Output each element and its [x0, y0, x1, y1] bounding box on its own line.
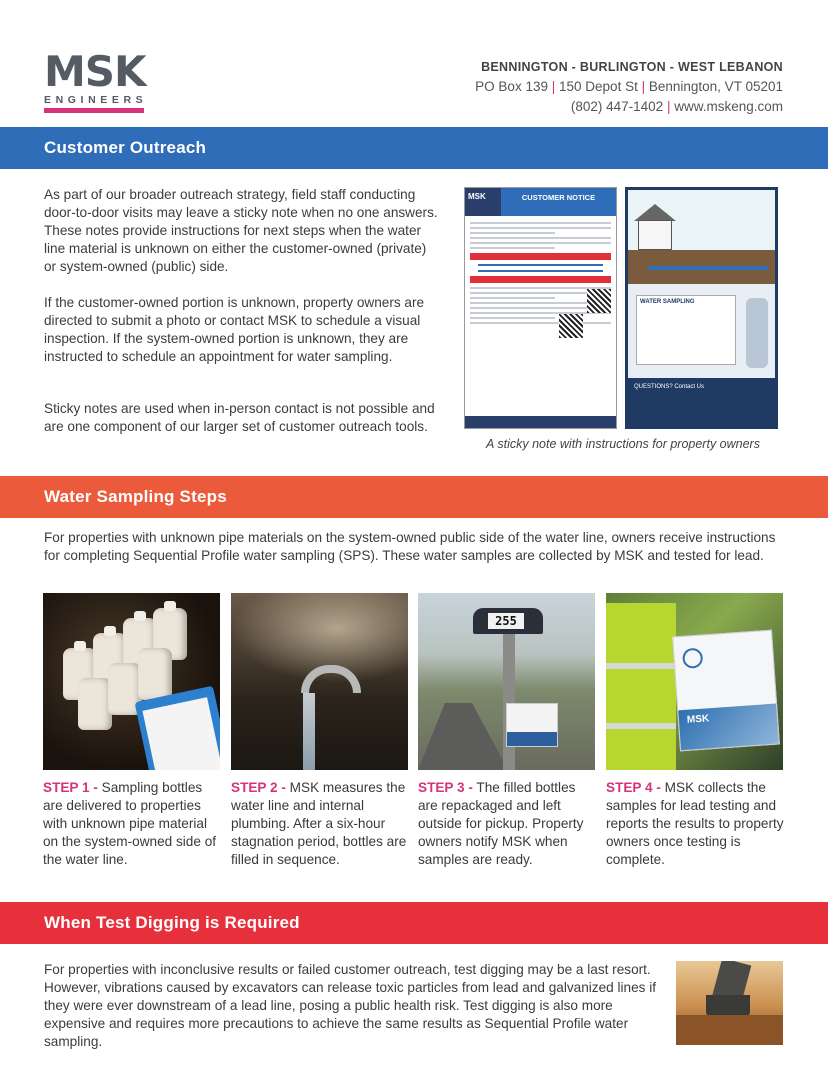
mailbox-number: 255 [488, 613, 524, 629]
sample-box-icon [506, 703, 558, 747]
street-address: 150 Depot St [559, 79, 638, 94]
phone-number: (802) 447-1402 [570, 99, 664, 114]
step-text: MSK collects the samples for lead testing and reports the results to property owners once testing is complete. [606, 780, 784, 867]
photo-excavator [676, 961, 783, 1045]
customer-notice-image [464, 187, 617, 429]
msk-logo [44, 47, 148, 110]
section-title-customer-outreach: Customer Outreach [0, 127, 828, 169]
logo-subtext: ENGINEERS [44, 94, 148, 106]
po-box: PO Box 139 [475, 79, 548, 94]
qr-code-icon [559, 314, 583, 338]
water-pipe-icon [648, 266, 768, 270]
step-text: Sampling bottles are delivered to properties with unknown pipe material on the system-owned side of the water line. [43, 780, 217, 867]
logo-accent-bar [44, 108, 144, 113]
digging-paragraph: For properties with inconclusive results or failed customer outreach, test digging may be a last resort. However, vibrations caused by excavators can release toxic particles from lead and galvanized lines if they were ever downstream of a lead line, posing a public health risk. Test digging is also more expensive and requires more precautions to achieve the same results as Sequential Profile water sampling. [44, 962, 657, 1049]
qr-code-icon [587, 289, 611, 313]
mailing-address [475, 77, 783, 97]
outreach-paragraph-2: If the customer-owned portion is unknown, property owners are directed to submit a photo or contact MSK to schedule a visual inspection. If the system-owned portion is unknown, they are instructed to schedule an appointment for water sampling. [44, 295, 425, 364]
phone-web [475, 97, 783, 117]
outreach-paragraph-3: Sticky notes are used when in-person contact is not possible and are one component of our larger set of customer outreach tools. [44, 401, 435, 434]
water-sampling-diagram-image [625, 187, 778, 429]
diagram-footer: QUESTIONS? Contact Us [628, 378, 775, 426]
sampling-intro: For properties with unknown pipe materials on the system-owned public side of the water line, owners receive instructions for completing Sequential Profile water sampling (SPS). These water samples are collected by MSK and tested for lead. [44, 530, 776, 563]
box-brand-label: MSK [686, 713, 710, 726]
step-label: STEP 1 - [43, 780, 98, 795]
contact-block [475, 57, 783, 117]
notice-caption: A sticky note with instructions for property owners [486, 437, 760, 451]
photo-sampling-bottles [43, 593, 220, 770]
step-label: STEP 4 - [606, 780, 661, 795]
step-label: STEP 3 - [418, 780, 473, 795]
photo-mailbox-pickup [418, 593, 595, 770]
step-4-description [606, 779, 786, 869]
logo-text: MSK [44, 47, 146, 96]
separator: | [641, 79, 646, 94]
photo-sample-collection [606, 593, 783, 770]
notice-logo: MSK [465, 188, 501, 216]
house-icon [638, 220, 672, 250]
section-title-test-digging: When Test Digging is Required [0, 902, 828, 944]
step-1-description [43, 779, 223, 869]
city-state-zip: Bennington, VT 05201 [648, 79, 783, 94]
outreach-paragraph-1: As part of our broader outreach strategy, field staff conducting door-to-door visits may leave a sticky note when no one answers. These notes provide instructions for next steps when the water line material is unknown on either the customer-owned (private) or system-owned (public) side. [44, 187, 438, 274]
photo-faucet [231, 593, 408, 770]
step-label: STEP 2 - [231, 780, 286, 795]
section-title-water-sampling: Water Sampling Steps [0, 476, 828, 518]
step-3-description [418, 779, 598, 869]
step-text: MSK measures the water line and internal plumbing. After a six-hour stagnation period, bottles are filled in sequence. [231, 780, 407, 867]
sample-kit-box [672, 630, 780, 752]
notice-title: CUSTOMER NOTICE [501, 188, 616, 216]
diagram-heading: WATER SAMPLING [640, 299, 695, 305]
website-link[interactable]: www.mskeng.com [674, 99, 783, 114]
separator: | [551, 79, 556, 94]
office-cities: BENNINGTON - BURLINGTON - WEST LEBANON [481, 60, 783, 74]
step-text: The filled bottles are repackaged and left outside for pickup. Property owners notify MSK when samples are ready. [418, 780, 584, 867]
separator: | [666, 99, 671, 114]
step-2-description [231, 779, 411, 869]
house-roof-icon [634, 204, 676, 221]
